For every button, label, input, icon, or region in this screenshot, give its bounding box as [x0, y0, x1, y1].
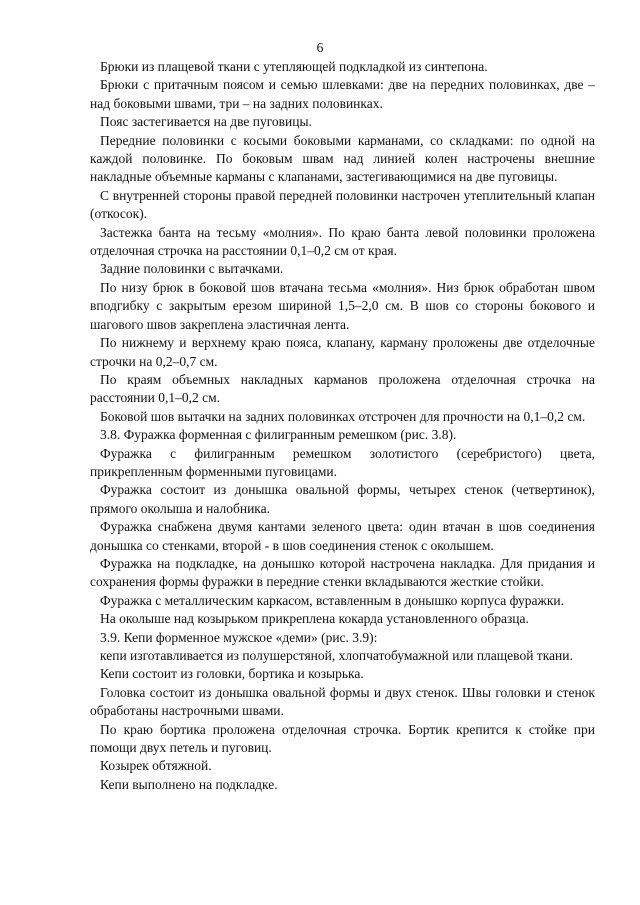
paragraph: На околыше над козырьком прикреплена кокарда установленного образца.	[100, 611, 529, 627]
paragraph: Брюки из плащевой ткани с утепляющей подкладкой из синтепона.	[100, 59, 488, 74]
body-text	[90, 58, 595, 794]
paragraph: Фуражка на подкладке, на донышко которой настрочена накладка. Для придания и сохранения формы фуражки в передние стенки вкладываются жесткие стойки.	[90, 555, 595, 590]
paragraph: кепи изготавливается из полушерстяной, хлопчатобумажной или плащевой ткани.	[100, 648, 573, 663]
paragraph: Застежка банта на тесьму «молния». По краю банта левой половинки проложена отделочная строчка на расстоянии 0,1–0,2 см от края.	[90, 224, 595, 259]
paragraph: С внутренней стороны правой передней половинки настрочен утеплительный клапан (откосок).	[90, 187, 595, 222]
section-heading: 3.8. Фуражка форменная с филигранным ремешком (рис. 3.8).	[100, 427, 457, 443]
paragraph: По нижнему и верхнему краю пояса, клапану, карману проложены две отделочные строчки на 0,2–0,7 см.	[90, 335, 595, 369]
paragraph: Пояс застегивается на две пуговицы.	[100, 114, 312, 130]
paragraph: Брюки с притачным поясом и семью шлевками: две на передних половинках, две – над боковыми швами, три – на задних половинках.	[90, 77, 595, 111]
paragraph: Кепи выполнено на подкладке.	[100, 776, 278, 792]
section-heading: 3.9. Кепи форменное мужское «деми» (рис. 3.9):	[100, 629, 378, 645]
paragraph: Фуражка с филигранным ремешком золотистого (серебристого) цвета, прикрепленным форменными пуговицами.	[90, 445, 595, 479]
paragraph: Козырек обтяжной.	[100, 758, 212, 774]
paragraph: По низу брюк в боковой шов втачана тесьма «молния». Низ брюк обработан швом вподгибку с закрытым ерезом шириной 1,5–2,0 см. В шов со стороны бокового и шагового швов закреплена эластичная лента.	[90, 279, 595, 332]
paragraph: Фуражка состоит из донышка овальной формы, четырех стенок (четвертинок), прямого околыша и налобника.	[90, 482, 595, 516]
paragraph: Боковой шов вытачки на задних половинках отстрочен для прочности на 0,1–0,2 см.	[100, 408, 586, 424]
paragraph: Фуражка с металлическим каркасом, вставленным в донышко корпуса фуражки.	[100, 592, 565, 608]
paragraph: Задние половинки с вытачками.	[100, 261, 284, 277]
paragraph: Передние половинки с косыми боковыми карманами, со складками: по одной на каждой половинке. По боковым швам над линией колен настрочены внешние накладные объемные карманы с клапанами, застегивающимися на две пуговицы.	[90, 132, 595, 185]
paragraph: По краям объемных накладных карманов проложена отделочная строчка на расстоянии 0,1–0,2 см.	[90, 371, 595, 406]
page-number: 6	[316, 40, 324, 55]
paragraph: По краю бортика проложена отделочная строчка. Бортик крепится к стойке при помощи двух петель и пуговиц.	[90, 721, 595, 756]
paragraph: Кепи состоит из головки, бортика и козырька.	[100, 666, 364, 682]
paragraph: Головка состоит из донышка овальной формы и двух стенок. Швы головки и стенок обработаны настрочными швами.	[90, 684, 595, 719]
paragraph: Фуражка снабжена двумя кантами зеленого цвета: один втачан в шов соединения донышка со стенками, второй - в шов соединения стенок с околышем.	[90, 519, 595, 553]
